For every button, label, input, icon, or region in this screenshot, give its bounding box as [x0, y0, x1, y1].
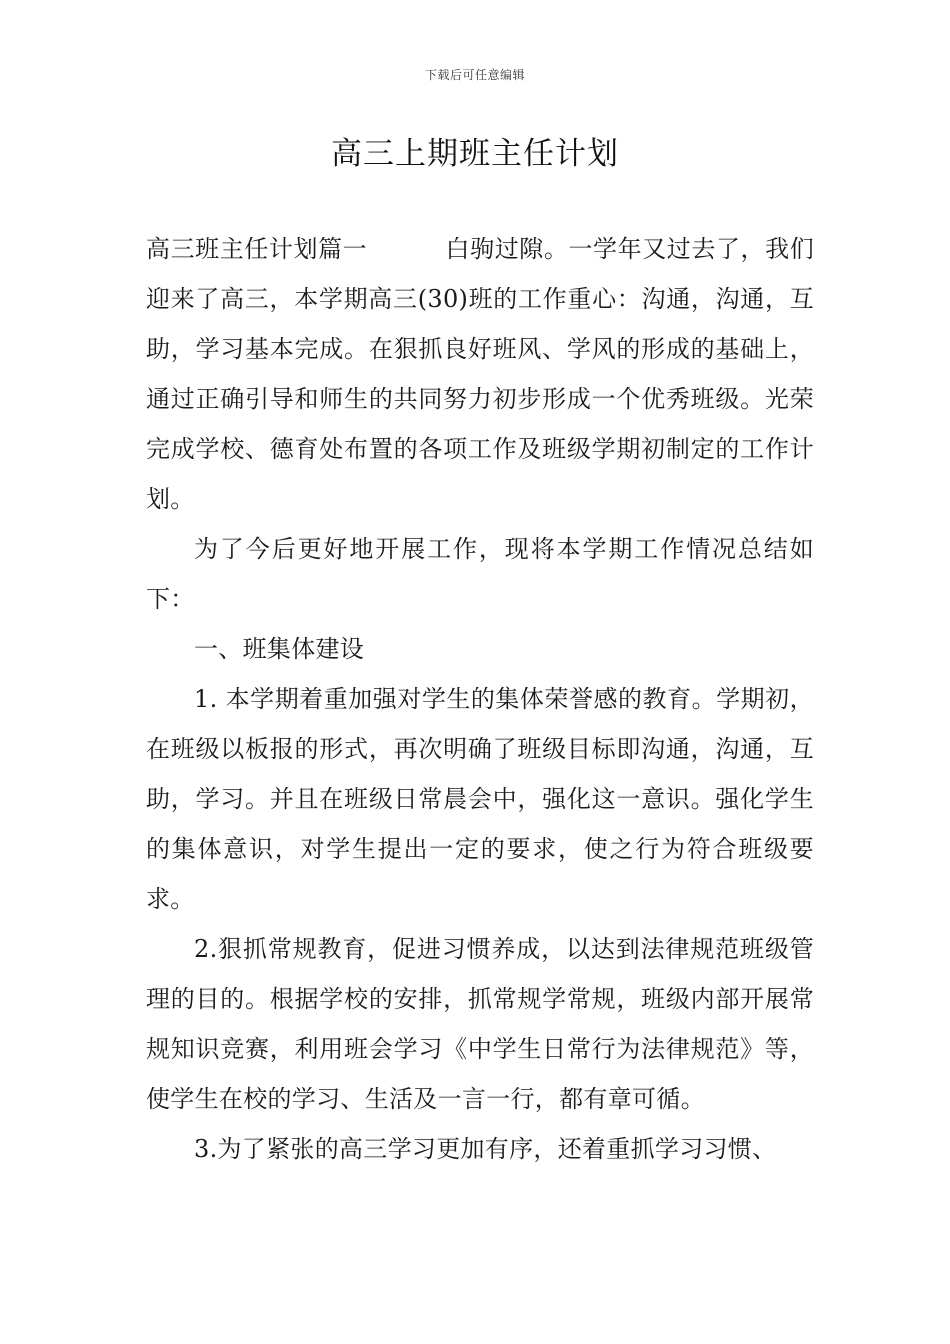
paragraph-item-1: 1. 本学期着重加强对学生的集体荣誉感的教育。学期初，在班级以板报的形式，再次明确了班级目标即沟通，沟通，互助，学习。并且在班级日常晨会中，强化这一意识。强化学生的集体意识，对学生提出一定的要求，使之行为符合班级要求。 [146, 685, 814, 913]
paragraph-intro-text: 白驹过隙。一学年又过去了，我们迎来了高三，本学期高三(30)班的工作重心：沟通，沟通，互助，学习基本完成。在狠抓良好班风、学风的形成的基础上，通过正确引导和师生的共同努力初步形成一个优秀班级。光荣完成学校、德育处布置的各项工作及班级学期初制定的工作计划。 [146, 235, 814, 513]
paragraph-item-2: 2.狠抓常规教育，促进习惯养成，以达到法律规范班级管理的目的。根据学校的安排，抓常规学常规，班级内部开展常规知识竞赛，利用班会学习《中学生日常行为法律规范》等，使学生在校的学习、生活及一言一行，都有章可循。 [146, 935, 814, 1113]
document-title: 高三上期班主任计划 [331, 136, 619, 172]
paragraph-intro-lead: 高三班主任计划篇一 [146, 235, 368, 263]
section-heading: 一、班集体建设 [194, 635, 365, 663]
header-note: 下载后可任意编辑 [424, 68, 525, 82]
paragraph-item-3: 3.为了紧张的高三学习更加有序，还着重抓学习习惯、 [194, 1135, 777, 1163]
paragraph-summary: 为了今后更好地开展工作，现将本学期工作情况总结如下： [146, 535, 814, 613]
paragraph-intro [146, 224, 814, 524]
document-body [146, 224, 814, 1174]
